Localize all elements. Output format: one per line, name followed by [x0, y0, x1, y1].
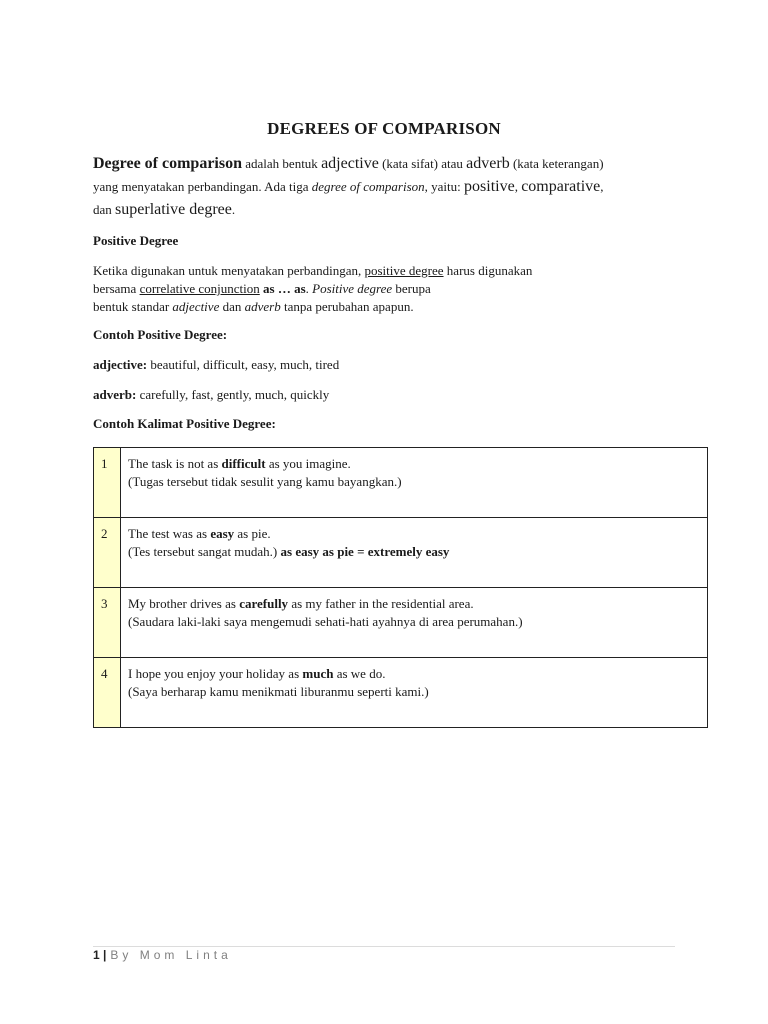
sentence-text: as my father in the residential area.	[288, 596, 474, 611]
intro-text: dan	[93, 202, 116, 217]
footer-author: By Mom Linta	[110, 948, 232, 962]
sentence-text: as you imagine.	[265, 456, 351, 471]
sentence-keyword: carefully	[239, 596, 289, 611]
term-positive: positive	[464, 178, 515, 195]
example-cell	[121, 448, 708, 518]
para-italic: Positive degree	[312, 281, 393, 296]
footer-separator: |	[99, 948, 107, 962]
intro-text: (kata sifat) atau	[378, 156, 467, 171]
table-row	[94, 588, 708, 658]
adverb-list: carefully, fast, gently, much, quickly	[136, 387, 330, 402]
para-text: bentuk standar	[93, 299, 173, 314]
row-number: 2	[94, 518, 121, 588]
intro-text: ,	[514, 179, 522, 194]
para-text: Ketika digunakan untuk menyatakan perbandingan,	[93, 263, 365, 278]
para-italic: adverb	[244, 299, 281, 314]
table-row	[94, 658, 708, 728]
term-adjective: adjective	[321, 155, 379, 172]
page-title: DEGREES OF COMPARISON	[267, 119, 501, 138]
term-superlative: superlative degree	[115, 201, 232, 218]
table-row	[94, 518, 708, 588]
translation-text: (Tugas tersebut tidak sesulit yang kamu bayangkan.)	[128, 474, 402, 489]
row-number: 4	[94, 658, 121, 728]
intro-italic: degree of comparison	[311, 179, 425, 194]
table-row	[94, 448, 708, 518]
heading-contoh-kalimat: Contoh Kalimat Positive Degree:	[93, 416, 276, 431]
sentence-keyword: difficult	[221, 456, 266, 471]
para-bold: as … as	[263, 281, 306, 296]
intro-text: .	[231, 202, 236, 217]
sentence-text: The test was as	[128, 526, 211, 541]
positive-degree-paragraph	[93, 262, 683, 316]
para-underline: correlative conjunction	[139, 281, 260, 296]
adjective-list: beautiful, difficult, easy, much, tired	[147, 357, 340, 372]
heading-contoh-positive-degree: Contoh Positive Degree:	[93, 327, 228, 342]
row-number: 1	[94, 448, 121, 518]
para-underline: positive degree	[364, 263, 444, 278]
example-cell	[121, 658, 708, 728]
footer-divider	[93, 946, 675, 947]
adverb-examples	[93, 387, 329, 403]
term-comparative: comparative	[521, 178, 601, 195]
intro-paragraph	[93, 152, 683, 221]
example-cell	[121, 518, 708, 588]
term-degree-of-comparison: Degree of comparison	[93, 155, 242, 172]
para-text: .	[305, 281, 313, 296]
sentence-text: The task is not as	[128, 456, 222, 471]
term-adverb: adverb	[466, 155, 510, 172]
intro-text: ,	[600, 179, 604, 194]
heading-positive-degree: Positive Degree	[93, 233, 179, 248]
translation-text: (Tes tersebut sangat mudah.)	[128, 544, 281, 559]
translation-text: (Saudara laki-laki saya mengemudi sehati-hati ayahnya di area perumahan.)	[128, 614, 523, 629]
sentence-text: as we do.	[333, 666, 386, 681]
sentence-keyword: much	[302, 666, 334, 681]
intro-text: (kata keterangan)	[509, 156, 604, 171]
translation-bold: as easy as pie = extremely easy	[280, 544, 450, 559]
sentence-text: My brother drives as	[128, 596, 240, 611]
para-text: tanpa perubahan apapun.	[280, 299, 414, 314]
adverb-label: adverb:	[93, 387, 137, 402]
sentence-keyword: easy	[210, 526, 235, 541]
adjective-examples	[93, 357, 339, 373]
examples-table	[93, 447, 708, 728]
example-cell	[121, 588, 708, 658]
para-text: dan	[219, 299, 245, 314]
para-text: harus digunakan	[443, 263, 533, 278]
sentence-text: I hope you enjoy your holiday as	[128, 666, 303, 681]
para-italic: adjective	[172, 299, 220, 314]
page-footer	[93, 948, 232, 962]
translation-text: (Saya berharap kamu menikmati liburanmu seperti kami.)	[128, 684, 429, 699]
intro-text: yang menyatakan perbandingan. Ada tiga	[93, 179, 312, 194]
row-number: 3	[94, 588, 121, 658]
para-text: bersama	[93, 281, 140, 296]
intro-text: adalah bentuk	[242, 156, 322, 171]
adjective-label: adjective:	[93, 357, 148, 372]
intro-text: , yaitu:	[424, 179, 465, 194]
sentence-text: as pie.	[234, 526, 271, 541]
page-number: 1	[93, 948, 100, 962]
para-text: berupa	[392, 281, 431, 296]
